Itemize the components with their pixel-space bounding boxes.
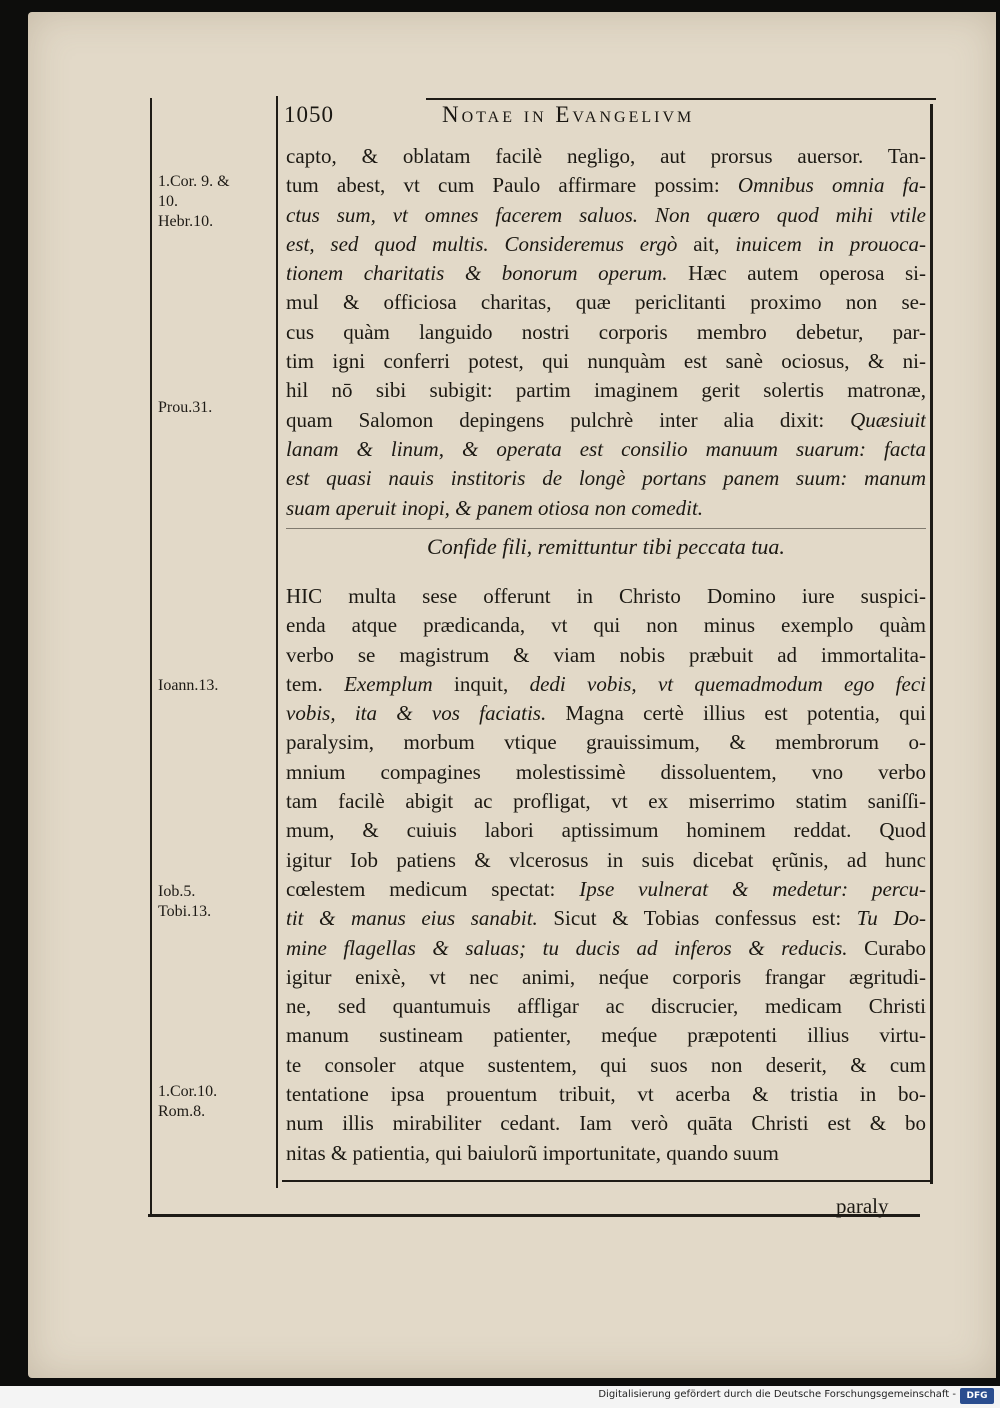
text-line bbox=[286, 259, 926, 288]
text-line bbox=[286, 376, 926, 405]
italic-run: Tu Do- bbox=[856, 906, 926, 931]
italic-run: mine flagellas & saluas; tu ducis ad inferos & reducis. bbox=[286, 935, 848, 960]
italic-run: vobis, ita & vos faciatis. bbox=[286, 701, 547, 726]
text-line bbox=[286, 846, 926, 875]
text-run: Hæc autem operosa si- bbox=[667, 261, 926, 286]
text-line bbox=[286, 347, 926, 376]
text-line bbox=[286, 435, 926, 464]
text-run: tim igni conferri potest, qui nunquàm est sanè ociosus, & ni- bbox=[286, 349, 926, 374]
running-head: Notae in Evangelivm bbox=[442, 102, 695, 127]
text-line bbox=[286, 142, 926, 171]
page-header bbox=[282, 104, 932, 130]
text-line bbox=[286, 288, 926, 317]
text-run: enda atque prædicanda, vt qui non minus exemplo quàm bbox=[286, 613, 926, 638]
text-run: cus quàm languido nostri corporis membro debetur, par- bbox=[286, 319, 926, 344]
paragraph-2 bbox=[286, 582, 926, 1168]
text-run: HIC multa sese offerunt in Christo Domino iure suspici- bbox=[286, 584, 926, 608]
text-run: tentatione ipsa prouentum tribuit, vt acerba & tristia in bo- bbox=[286, 1082, 926, 1107]
text-line bbox=[286, 670, 926, 699]
dfg-logo-icon: DFG bbox=[960, 1388, 994, 1404]
heading-underline bbox=[286, 528, 926, 529]
text-run: te consoler atque sustentem, qui suos non deserit, & cum bbox=[286, 1052, 926, 1077]
text-line bbox=[286, 406, 926, 435]
text-run: Magna certè illius est potentia, qui bbox=[546, 701, 926, 726]
text-line bbox=[286, 875, 926, 904]
text-line bbox=[286, 699, 926, 728]
text-line bbox=[286, 1109, 926, 1138]
italic-run: inuicem in prouoca- bbox=[735, 231, 926, 256]
text-line bbox=[286, 611, 926, 640]
text-run: hil nō sibi subigit: partim imaginem gerit solertis matronæ, bbox=[286, 378, 926, 403]
italic-run: est quasi nauis institoris de longè portans panem suum: manum bbox=[286, 466, 926, 491]
text-run: Sicut & Tobias confessus est: bbox=[537, 906, 857, 931]
italic-run: est, sed quod multis. Consideremus ergò bbox=[286, 231, 678, 256]
paragraph-1 bbox=[286, 142, 926, 523]
text-line bbox=[286, 816, 926, 845]
text-line bbox=[286, 1080, 926, 1109]
text-run: igitur Iob patiens & vlcerosus in suis dicebat ęrũnis, ad hunc bbox=[286, 847, 926, 872]
text-run: igitur enixè, vt nec animi, neq́ue corporis frangar ægritudi- bbox=[286, 964, 926, 989]
text-line bbox=[286, 992, 926, 1021]
text-line bbox=[286, 728, 926, 757]
text-run: Curabo bbox=[847, 935, 926, 960]
funding-text: Digitalisierung gefördert durch die Deutsche Forschungsgemeinschaft - bbox=[598, 1389, 956, 1400]
text-run: cœlestem medicum spectat: bbox=[286, 876, 580, 901]
italic-run: dedi vobis, vt quemadmodum ego feci bbox=[529, 671, 926, 696]
italic-run: Ipse vulnerat & medetur: percu- bbox=[579, 876, 926, 901]
footer-rule bbox=[148, 1214, 920, 1217]
text-run: num illis mirabiliter cedant. Iam verò quāta Christi est & bo bbox=[286, 1111, 926, 1136]
text-line bbox=[286, 963, 926, 992]
italic-run: Exemplum bbox=[344, 671, 433, 696]
text-line bbox=[286, 1139, 926, 1168]
italic-run: tionem charitatis & bonorum operum. bbox=[286, 261, 668, 286]
text-block-left-rule bbox=[276, 96, 278, 1188]
text-run: manum sustineam patienter, meq́ue præpotenti illius virtu- bbox=[286, 1023, 926, 1048]
text-line bbox=[286, 904, 926, 933]
text-run: verbo se magistrum & viam nobis præbuit ad immortalita- bbox=[286, 642, 926, 667]
text-line bbox=[286, 1051, 926, 1080]
text-run: mum, & cuiuis labori aptissimum hominem reddat. Quod bbox=[286, 818, 926, 843]
text-run: quam Salomon depingens pulchrè inter alia dixit: bbox=[286, 407, 851, 432]
text-line bbox=[286, 464, 926, 493]
italic-run: Omnibus omnia fa- bbox=[737, 173, 926, 198]
margin-note: Prou.31. bbox=[158, 399, 213, 416]
text-line bbox=[286, 787, 926, 816]
text-line bbox=[286, 230, 926, 259]
text-line bbox=[286, 171, 926, 200]
italic-run: ctus sum, vt omnes facerem saluos. Non quæro quod mihi vtile bbox=[286, 202, 926, 227]
text-line bbox=[286, 494, 926, 523]
margin-note: Ioann.13. bbox=[158, 677, 219, 694]
text-line bbox=[286, 641, 926, 670]
text-run: inquit, bbox=[432, 671, 530, 696]
text-run: ne, sed quantumuis affligar ac discrucier, medicam Christi bbox=[286, 994, 926, 1019]
text-run: tam facilè abigit ac profligat, vt ex miserrimo statim saniſſi- bbox=[286, 789, 926, 814]
margin-note: 1.Cor. 9. & 10. Hebr.10. bbox=[158, 173, 230, 230]
text-line bbox=[286, 318, 926, 347]
text-run: tum abest, vt cum Paulo affirmare possim: bbox=[286, 173, 738, 198]
text-run: tem. bbox=[286, 671, 345, 696]
funding-footer bbox=[0, 1386, 1000, 1408]
margin-note: 1.Cor.10. Rom.8. bbox=[158, 1083, 218, 1120]
page-number: 1050 bbox=[284, 102, 334, 127]
text-run: nitas & patientia, qui baiulorũ importunitate, quando suum bbox=[286, 1140, 779, 1165]
catchword: paraly bbox=[836, 1194, 889, 1218]
text-line bbox=[286, 758, 926, 787]
text-run: ait, bbox=[677, 231, 736, 256]
text-run: capto, & oblatam facilè negligo, aut prorsus auersor. Tan- bbox=[286, 144, 926, 168]
section-heading: Confide fili, remittuntur tibi peccata tua. bbox=[427, 534, 785, 559]
italic-run: lanam & linum, & operata est consilio manuum suarum: facta bbox=[286, 436, 926, 461]
text-run: mnium compagines molestissimè dissoluentem, vno verbo bbox=[286, 759, 926, 784]
left-margin-rule bbox=[150, 98, 152, 1216]
header-rule bbox=[426, 98, 936, 100]
italic-run: Quæsiuit bbox=[850, 407, 926, 432]
margin-note: Iob.5. Tobi.13. bbox=[158, 883, 212, 920]
text-line bbox=[286, 201, 926, 230]
text-line bbox=[286, 1021, 926, 1050]
italic-run: tit & manus eius sanabit. bbox=[286, 906, 538, 931]
text-run: paralysim, morbum vtique grauissimum, & membrorum o- bbox=[286, 730, 926, 755]
text-line bbox=[286, 934, 926, 963]
italic-run: suam aperuit inopi, & panem otiosa non comedit. bbox=[286, 495, 704, 520]
text-bottom-rule bbox=[282, 1180, 930, 1182]
text-run: mul & officiosa charitas, quæ periclitanti proximo non se- bbox=[286, 290, 926, 315]
text-block-right-rule bbox=[930, 104, 933, 1184]
text-line bbox=[286, 582, 926, 611]
